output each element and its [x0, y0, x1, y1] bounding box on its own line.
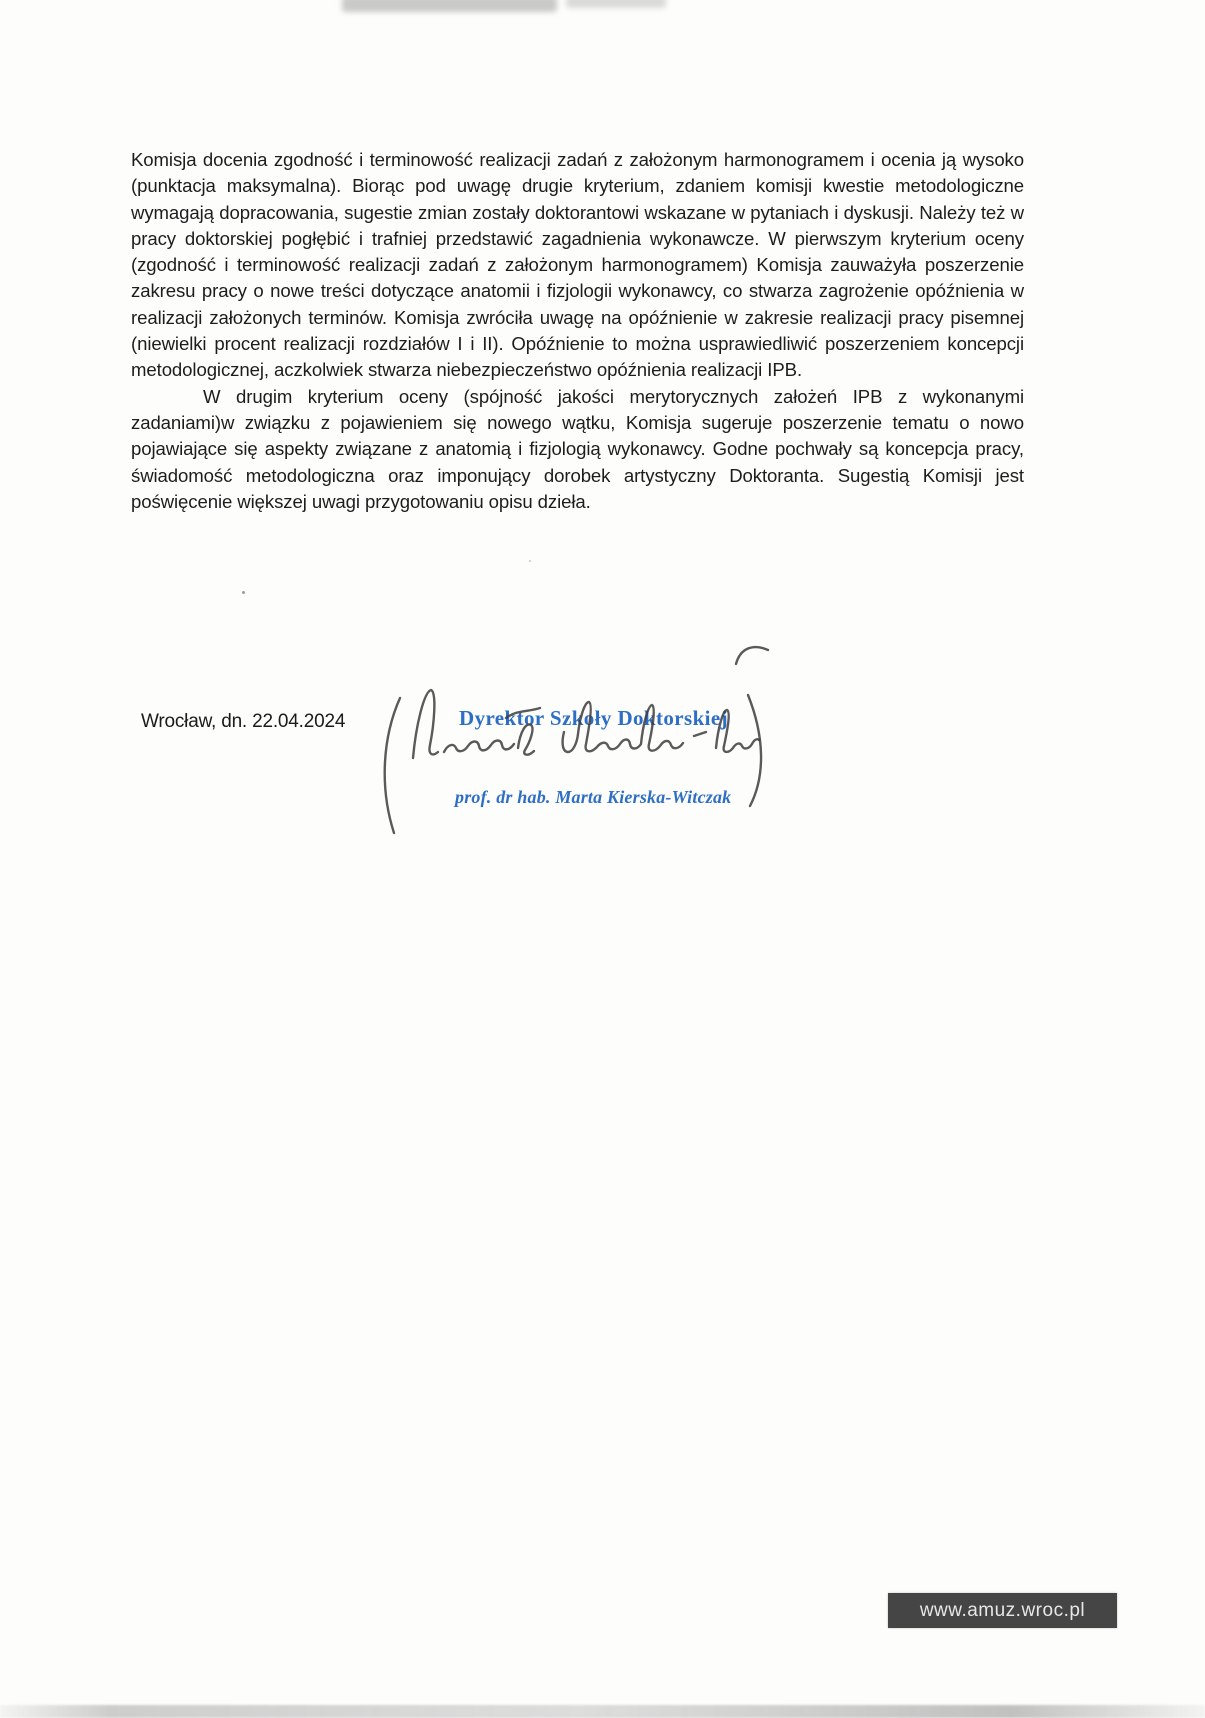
- signature-scribble: [694, 732, 706, 736]
- signature-scribble: [506, 708, 540, 718]
- signatory-title: Dyrektor Szkoły Doktorskiej: [459, 706, 729, 730]
- letter-body: [131, 147, 1024, 515]
- paragraph-evaluation-criterion-2: W drugim kryterium oceny (spójność jakości merytorycznych założeń IPB z wykonanymi zadaniami)w związku z pojawieniem się nowego wątku, Komisja sugeruje poszerzenie tematu o nowo pojawiające się aspekty związane z anatomią i fizjologią wykonawcy. Godne pochwały są koncepcja pracy, świadomość metodologiczna oraz imponujący dorobek artystyczny Doktoranta. Sugestią Komisji jest poświęcenie większej uwagi przygotowaniu opisu dzieła.: [131, 385, 1024, 512]
- scan-artifact-bottom-edge: [0, 1705, 1205, 1718]
- scan-artifact-top-left: [342, 0, 557, 12]
- handwritten-signature: [368, 640, 788, 840]
- place-and-date: Wrocław, dn. 22.04.2024: [141, 711, 346, 732]
- signature-paren-right: [748, 695, 761, 806]
- signature-scribble: [716, 710, 759, 752]
- signature-scribble: [444, 741, 514, 753]
- signature-scribble: [413, 690, 438, 758]
- signature-flourish-icon: [736, 647, 768, 664]
- paragraph-evaluation-criterion-1: Komisja docenia zgodność i terminowość realizacji zadań z założonym harmonogramem i ocenia ją wysoko (punktacja maksymalna). Biorąc pod uwagę drugie kryterium, zdaniem komisji kwestie metodologiczne wymagają dopracowania, sugestie zmian zostały doktorantowi wskazane w pytaniach i dyskusji. Należy też w pracy doktorskiej pogłębić i trafniej przedstawić zagadnienia wykonawcze. W pierwszym kryterium oceny (zgodność i terminowość realizacji zadań z założonym harmonogramem) Komisja zauważyła poszerzenie zakresu pracy o nowe treści dotyczące anatomii i fizjologii wykonawcy, co stwarza zagrożenie opóźnienia w realizacji założonych terminów. Komisja zwróciła uwagę na opóźnienie w zakresie realizacji pracy pisemnej (niewielki procent realizacji rozdziałów I i II). Opóźnienie to można usprawiedliwić poszerzeniem koncepcji metodologicznej, aczkolwiek stwarza niebezpieczeństwo opóźnienia realizacji IPB.: [131, 149, 1024, 381]
- signature-scribble: [518, 724, 534, 754]
- scan-artifact-top-right: [566, 0, 666, 8]
- scan-speck: [242, 591, 245, 594]
- signatory-name: prof. dr hab. Marta Kierska-Witczak: [455, 787, 732, 807]
- scan-speck: [529, 560, 531, 562]
- footer-website-badge: [888, 1593, 1117, 1628]
- footer-website-url: www.amuz.wroc.pl: [919, 1599, 1086, 1621]
- signature-paren-left: [385, 698, 400, 833]
- signature-scribble: [563, 702, 683, 752]
